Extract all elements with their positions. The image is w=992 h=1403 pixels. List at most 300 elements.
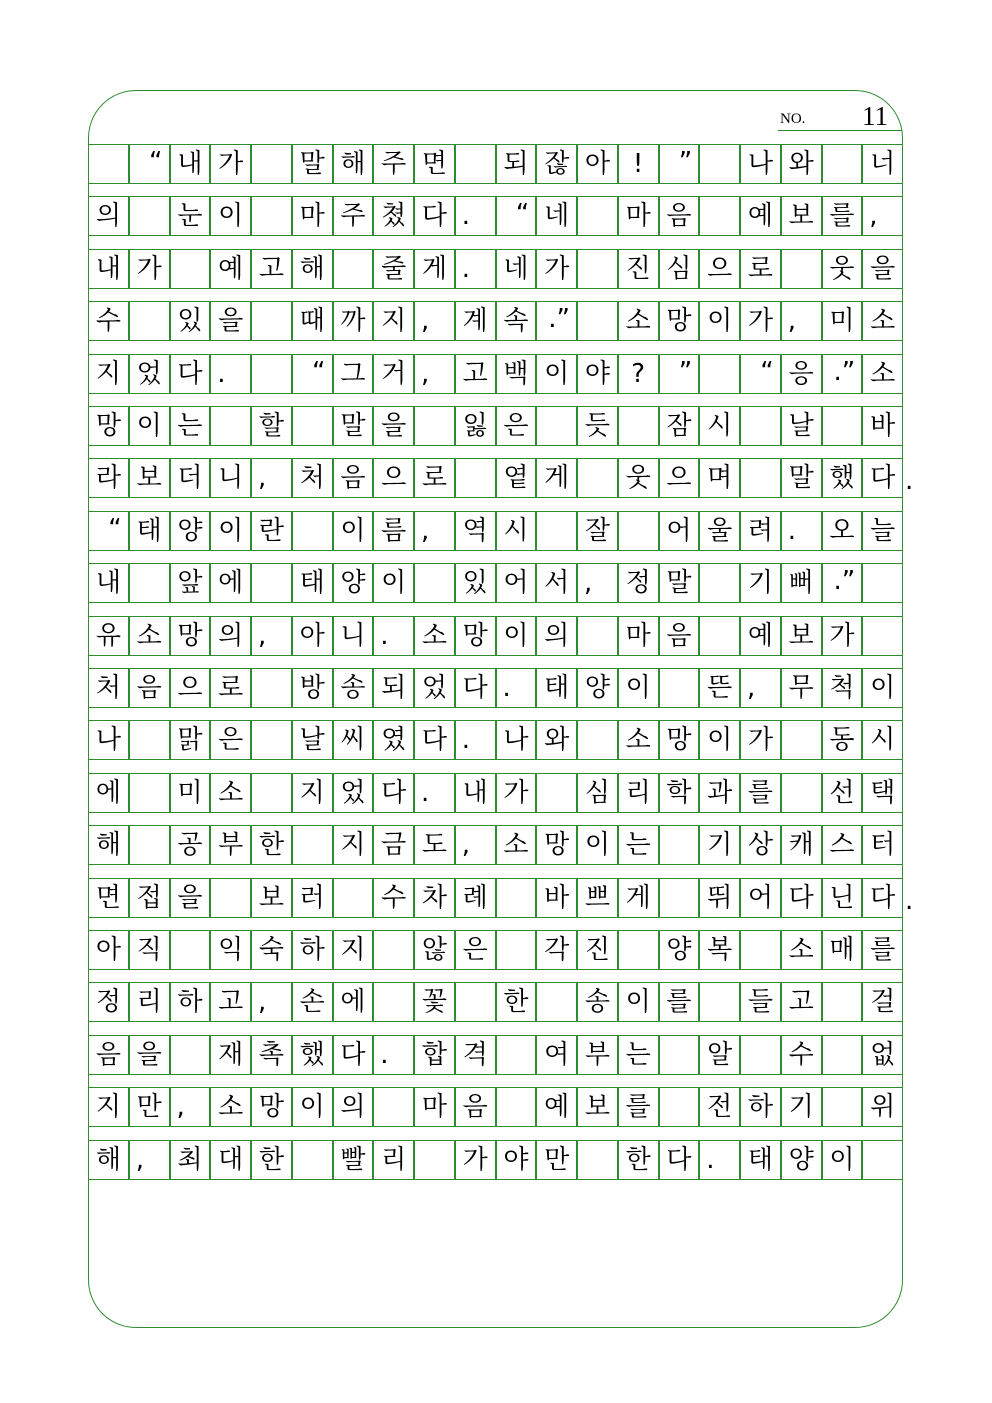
- grid-cell: 다: [414, 720, 455, 760]
- grid-cell: ,: [251, 458, 292, 498]
- grid-cell: 해: [88, 1140, 129, 1180]
- grid-cell: 예: [740, 196, 781, 236]
- grid-cell: 소: [781, 930, 822, 970]
- grid-cell: ,: [414, 301, 455, 341]
- grid-cell: 와: [781, 144, 822, 184]
- grid-cell: 다: [862, 458, 903, 498]
- grid-cell: 촉: [251, 1035, 292, 1075]
- grid-cell: 가: [496, 773, 537, 813]
- grid-cell: 미: [822, 301, 863, 341]
- grid-cell: 대: [210, 1140, 251, 1180]
- grid-cell: 을: [210, 301, 251, 341]
- grid-cell: 되: [373, 668, 414, 708]
- grid-cell: 뻐: [781, 563, 822, 603]
- grid-cell: 하: [740, 1087, 781, 1127]
- grid-cell: 양: [333, 563, 374, 603]
- grid-cell: [333, 878, 374, 918]
- grid-cell: [373, 982, 414, 1022]
- grid-cell: [618, 930, 659, 970]
- grid-cell: 망: [536, 825, 577, 865]
- grid-cell: [129, 563, 170, 603]
- grid-cell: 있: [455, 563, 496, 603]
- grid-cell: 이: [862, 668, 903, 708]
- grid-cell: ”: [659, 354, 700, 394]
- grid-cell: 소: [618, 301, 659, 341]
- grid-cell: 말: [292, 144, 333, 184]
- grid-cell: 리: [618, 773, 659, 813]
- grid-cell: [699, 563, 740, 603]
- grid-cell: 라: [88, 458, 129, 498]
- grid-cell: [129, 720, 170, 760]
- grid-cell: 소: [129, 616, 170, 656]
- grid-cell: [455, 144, 496, 184]
- grid-cell: .: [496, 668, 537, 708]
- grid-cell: 스: [822, 825, 863, 865]
- grid-cell: 공: [170, 825, 211, 865]
- grid-cell: [699, 196, 740, 236]
- grid-cell: [740, 406, 781, 446]
- grid-cell: [577, 1140, 618, 1180]
- grid-cell: 쳤: [373, 196, 414, 236]
- grid-cell: 는: [170, 406, 211, 446]
- grid-cell: 보: [781, 616, 822, 656]
- grid-cell: 수: [373, 878, 414, 918]
- grid-cell: ,: [251, 616, 292, 656]
- grid-cell: [577, 301, 618, 341]
- grid-cell: 듯: [577, 406, 618, 446]
- grid-cell: [414, 563, 455, 603]
- grid-cell: ,: [414, 354, 455, 394]
- grid-cell: 에: [88, 773, 129, 813]
- grid-cell: [577, 196, 618, 236]
- grid-cell: 만: [536, 1140, 577, 1180]
- grid-cell: 이: [618, 668, 659, 708]
- grid-cell: .: [210, 354, 251, 394]
- grid-cell: 합: [414, 1035, 455, 1075]
- grid-cell: 말: [781, 458, 822, 498]
- grid-cell: [210, 878, 251, 918]
- grid-cell: 역: [455, 511, 496, 551]
- grid-cell: 늘: [862, 511, 903, 551]
- grid-cell: [577, 249, 618, 289]
- grid-cell: 속: [496, 301, 537, 341]
- grid-cell: 할: [251, 406, 292, 446]
- grid-cell: 웃: [822, 249, 863, 289]
- grid-cell: 보: [577, 1087, 618, 1127]
- grid-cell: [251, 773, 292, 813]
- grid-cell: [740, 1035, 781, 1075]
- grid-cell: [251, 144, 292, 184]
- grid-cell: 주: [333, 196, 374, 236]
- grid-cell: 없: [862, 1035, 903, 1075]
- grid-cell: 송: [333, 668, 374, 708]
- grid-cell: 태: [292, 563, 333, 603]
- grid-cell: 이: [373, 563, 414, 603]
- grid-cell: 게: [618, 878, 659, 918]
- grid-cell: 이: [577, 825, 618, 865]
- grid-cell: 아: [577, 144, 618, 184]
- grid-cell: 마: [618, 196, 659, 236]
- grid-cell: 게: [414, 249, 455, 289]
- grid-cell: [822, 1087, 863, 1127]
- grid-cell: 음: [88, 1035, 129, 1075]
- grid-cell: [455, 458, 496, 498]
- page-number-label: NO.: [780, 111, 806, 127]
- grid-cell: 음: [333, 458, 374, 498]
- grid-cell: 잠: [659, 406, 700, 446]
- grid-cell: [251, 301, 292, 341]
- grid-cell: 상: [740, 825, 781, 865]
- grid-cell: [292, 1140, 333, 1180]
- grid-cell: 로: [414, 458, 455, 498]
- grid-cell: [292, 406, 333, 446]
- grid-cell: 로: [740, 249, 781, 289]
- grid-cell: .”: [822, 563, 863, 603]
- grid-cell: 처: [292, 458, 333, 498]
- grid-cell: 하: [292, 930, 333, 970]
- grid-cell: .: [373, 616, 414, 656]
- grid-cell: 니: [333, 616, 374, 656]
- grid-cell: 소: [496, 825, 537, 865]
- grid-cell: 척: [822, 668, 863, 708]
- grid-cell: 다: [170, 354, 211, 394]
- grid-cell: 심: [577, 773, 618, 813]
- grid-cell: “: [129, 144, 170, 184]
- grid-cell: 유: [88, 616, 129, 656]
- grid-cell: 말: [659, 563, 700, 603]
- grid-cell: 소: [210, 773, 251, 813]
- grid-cell: [496, 930, 537, 970]
- grid-cell: 었: [129, 354, 170, 394]
- grid-cell: 이: [129, 406, 170, 446]
- grid-cell: .: [414, 773, 455, 813]
- grid-cell: 내: [455, 773, 496, 813]
- grid-cell: [170, 1035, 211, 1075]
- grid-cell: .: [699, 1140, 740, 1180]
- grid-cell: .: [455, 720, 496, 760]
- grid-cell: 주: [373, 144, 414, 184]
- grid-cell: [88, 144, 129, 184]
- grid-cell: 하: [170, 982, 211, 1022]
- grid-cell: 과: [699, 773, 740, 813]
- grid-cell: 소: [618, 720, 659, 760]
- grid-cell: ”: [659, 144, 700, 184]
- grid-cell: 가: [455, 1140, 496, 1180]
- grid-cell: [496, 1035, 537, 1075]
- grid-cell: ,: [781, 301, 822, 341]
- grid-cell: [659, 668, 700, 708]
- grid-cell: 다: [659, 1140, 700, 1180]
- grid-cell: [373, 1087, 414, 1127]
- grid-cell: 를: [740, 773, 781, 813]
- grid-cell: 걸: [862, 982, 903, 1022]
- grid-cell: 름: [373, 511, 414, 551]
- grid-cell: [577, 458, 618, 498]
- grid-cell: 택: [862, 773, 903, 813]
- grid-cell: 잖: [536, 144, 577, 184]
- grid-cell: 보: [129, 458, 170, 498]
- grid-cell: 소: [414, 616, 455, 656]
- grid-cell: 는: [618, 825, 659, 865]
- grid-cell: 이: [496, 616, 537, 656]
- grid-cell: 차: [414, 878, 455, 918]
- grid-cell: 응: [781, 354, 822, 394]
- grid-cell: 계: [455, 301, 496, 341]
- grid-cell: 마: [292, 196, 333, 236]
- grid-cell: ,: [170, 1087, 211, 1127]
- grid-cell: 격: [455, 1035, 496, 1075]
- grid-cell: 내: [170, 144, 211, 184]
- grid-cell: 때: [292, 301, 333, 341]
- grid-cell: [822, 982, 863, 1022]
- grid-cell: 날: [292, 720, 333, 760]
- grid-cell: [822, 1035, 863, 1075]
- grid-cell: [251, 354, 292, 394]
- grid-cell: 눈: [170, 196, 211, 236]
- grid-cell: 있: [170, 301, 211, 341]
- grid-cell: 야: [577, 354, 618, 394]
- grid-cell: [618, 406, 659, 446]
- grid-cell: 복: [699, 930, 740, 970]
- grid-cell: 란: [251, 511, 292, 551]
- grid-cell: 소: [210, 1087, 251, 1127]
- grid-cell: 소: [862, 301, 903, 341]
- grid-cell: 매: [822, 930, 863, 970]
- grid-cell: 보: [781, 196, 822, 236]
- grid-cell: 가: [822, 616, 863, 656]
- grid-cell: 바: [862, 406, 903, 446]
- grid-cell: 이: [618, 982, 659, 1022]
- grid-cell: 숙: [251, 930, 292, 970]
- grid-cell: 울: [699, 511, 740, 551]
- grid-cell: “: [88, 511, 129, 551]
- grid-cell: 를: [822, 196, 863, 236]
- grid-cell: [699, 982, 740, 1022]
- grid-cell: [251, 563, 292, 603]
- overflow-punctuation: .: [905, 466, 914, 497]
- grid-cell: 지: [88, 354, 129, 394]
- grid-cell: 캐: [781, 825, 822, 865]
- grid-cell: 바: [536, 878, 577, 918]
- grid-cell: 동: [822, 720, 863, 760]
- grid-cell: 미: [170, 773, 211, 813]
- grid-cell: 처: [88, 668, 129, 708]
- grid-cell: 시: [862, 720, 903, 760]
- grid-cell: [251, 196, 292, 236]
- grid-cell: [455, 982, 496, 1022]
- grid-cell: 했: [292, 1035, 333, 1075]
- grid-cell: 내: [88, 563, 129, 603]
- grid-cell: [577, 720, 618, 760]
- grid-cell: 면: [88, 878, 129, 918]
- grid-cell: 부: [577, 1035, 618, 1075]
- grid-cell: 되: [496, 144, 537, 184]
- grid-cell: [699, 616, 740, 656]
- grid-cell: 나: [88, 720, 129, 760]
- grid-cell: 면: [414, 144, 455, 184]
- grid-cell: ,: [455, 825, 496, 865]
- grid-cell: 이: [210, 196, 251, 236]
- grid-cell: 나: [496, 720, 537, 760]
- grid-cell: 서: [536, 563, 577, 603]
- grid-cell: 맑: [170, 720, 211, 760]
- grid-cell: 였: [373, 720, 414, 760]
- grid-cell: 예: [210, 249, 251, 289]
- grid-cell: 지: [292, 773, 333, 813]
- grid-cell: 의: [210, 616, 251, 656]
- grid-cell: 를: [862, 930, 903, 970]
- grid-cell: [292, 825, 333, 865]
- grid-cell: .: [781, 511, 822, 551]
- grid-cell: [170, 249, 211, 289]
- grid-cell: 시: [496, 511, 537, 551]
- grid-cell: ,: [251, 982, 292, 1022]
- grid-cell: 터: [862, 825, 903, 865]
- grid-cell: 한: [251, 1140, 292, 1180]
- grid-cell: 들: [740, 982, 781, 1022]
- grid-cell: 날: [781, 406, 822, 446]
- grid-cell: 선: [822, 773, 863, 813]
- grid-cell: 를: [618, 1087, 659, 1127]
- grid-cell: [129, 301, 170, 341]
- grid-cell: 으: [373, 458, 414, 498]
- grid-cell: 다: [414, 196, 455, 236]
- page-number-value: 11: [862, 101, 888, 131]
- grid-cell: [210, 406, 251, 446]
- grid-cell: 으: [659, 458, 700, 498]
- grid-cell: 부: [210, 825, 251, 865]
- grid-cell: 말: [333, 406, 374, 446]
- grid-cell: 지: [88, 1087, 129, 1127]
- grid-cell: 고: [455, 354, 496, 394]
- grid-cell: [536, 773, 577, 813]
- grid-cell: “: [496, 196, 537, 236]
- grid-cell: 은: [210, 720, 251, 760]
- grid-cell: 진: [577, 930, 618, 970]
- grid-cell: 에: [333, 982, 374, 1022]
- grid-cell: ,: [577, 563, 618, 603]
- grid-cell: 었: [414, 668, 455, 708]
- grid-cell: 로: [210, 668, 251, 708]
- grid-cell: “: [740, 354, 781, 394]
- grid-cell: 백: [496, 354, 537, 394]
- grid-cell: 해: [88, 825, 129, 865]
- grid-cell: 려: [740, 511, 781, 551]
- grid-cell: 망: [88, 406, 129, 446]
- grid-cell: [659, 1087, 700, 1127]
- grid-cell: 음: [659, 616, 700, 656]
- overflow-punctuation: .: [905, 885, 914, 916]
- grid-cell: [659, 1035, 700, 1075]
- grid-cell: 지: [373, 301, 414, 341]
- grid-cell: [577, 616, 618, 656]
- grid-cell: 으: [170, 668, 211, 708]
- grid-cell: 에: [210, 563, 251, 603]
- grid-cell: 여: [536, 1035, 577, 1075]
- grid-cell: 태: [536, 668, 577, 708]
- grid-cell: ,: [129, 1140, 170, 1180]
- grid-cell: 의: [536, 616, 577, 656]
- grid-cell: 다: [781, 878, 822, 918]
- grid-cell: 만: [129, 1087, 170, 1127]
- grid-cell: 했: [822, 458, 863, 498]
- grid-cell: 으: [699, 249, 740, 289]
- grid-cell: 어: [740, 878, 781, 918]
- grid-cell: 기: [699, 825, 740, 865]
- grid-cell: [129, 773, 170, 813]
- grid-cell: 최: [170, 1140, 211, 1180]
- grid-cell: 지: [333, 825, 374, 865]
- grid-cell: 앞: [170, 563, 211, 603]
- grid-cell: 예: [536, 1087, 577, 1127]
- grid-cell: 학: [659, 773, 700, 813]
- grid-cell: 줄: [373, 249, 414, 289]
- grid-cell: [292, 511, 333, 551]
- grid-cell: 가: [740, 720, 781, 760]
- grid-cell: 무: [781, 668, 822, 708]
- grid-cell: 보: [251, 878, 292, 918]
- grid-cell: 잃: [455, 406, 496, 446]
- grid-cell: 음: [659, 196, 700, 236]
- grid-cell: 한: [251, 825, 292, 865]
- grid-cell: 마: [618, 616, 659, 656]
- grid-cell: 은: [496, 406, 537, 446]
- grid-cell: .: [455, 196, 496, 236]
- grid-cell: 이: [536, 354, 577, 394]
- grid-cell: 정: [88, 982, 129, 1022]
- grid-cell: 을: [373, 406, 414, 446]
- grid-cell: 뜬: [699, 668, 740, 708]
- grid-cell: 심: [659, 249, 700, 289]
- grid-cell: ,: [862, 196, 903, 236]
- grid-cell: [618, 511, 659, 551]
- grid-cell: 이: [333, 511, 374, 551]
- grid-cell: [414, 1140, 455, 1180]
- grid-cell: .: [455, 249, 496, 289]
- grid-cell: 고: [251, 249, 292, 289]
- grid-cell: 고: [210, 982, 251, 1022]
- grid-cell: 양: [781, 1140, 822, 1180]
- grid-cell: 위: [862, 1087, 903, 1127]
- grid-cell: 아: [88, 930, 129, 970]
- grid-cell: 꽃: [414, 982, 455, 1022]
- grid-cell: 잘: [577, 511, 618, 551]
- grid-cell: ,: [414, 511, 455, 551]
- grid-cell: 전: [699, 1087, 740, 1127]
- grid-cell: 도: [414, 825, 455, 865]
- grid-cell: 않: [414, 930, 455, 970]
- grid-cell: 예: [740, 616, 781, 656]
- grid-cell: 웃: [618, 458, 659, 498]
- grid-cell: 리: [129, 982, 170, 1022]
- grid-cell: !: [618, 144, 659, 184]
- grid-cell: 양: [659, 930, 700, 970]
- grid-cell: [414, 406, 455, 446]
- grid-cell: [170, 930, 211, 970]
- grid-cell: [781, 249, 822, 289]
- grid-cell: 수: [88, 301, 129, 341]
- grid-cell: 나: [740, 144, 781, 184]
- grid-cell: 금: [373, 825, 414, 865]
- grid-cell: 양: [577, 668, 618, 708]
- grid-cell: 재: [210, 1035, 251, 1075]
- grid-cell: 을: [862, 249, 903, 289]
- grid-cell: 어: [496, 563, 537, 603]
- grid-cell: 고: [781, 982, 822, 1022]
- grid-cell: 해: [292, 249, 333, 289]
- grid-cell: 다: [373, 773, 414, 813]
- grid-cell: [129, 825, 170, 865]
